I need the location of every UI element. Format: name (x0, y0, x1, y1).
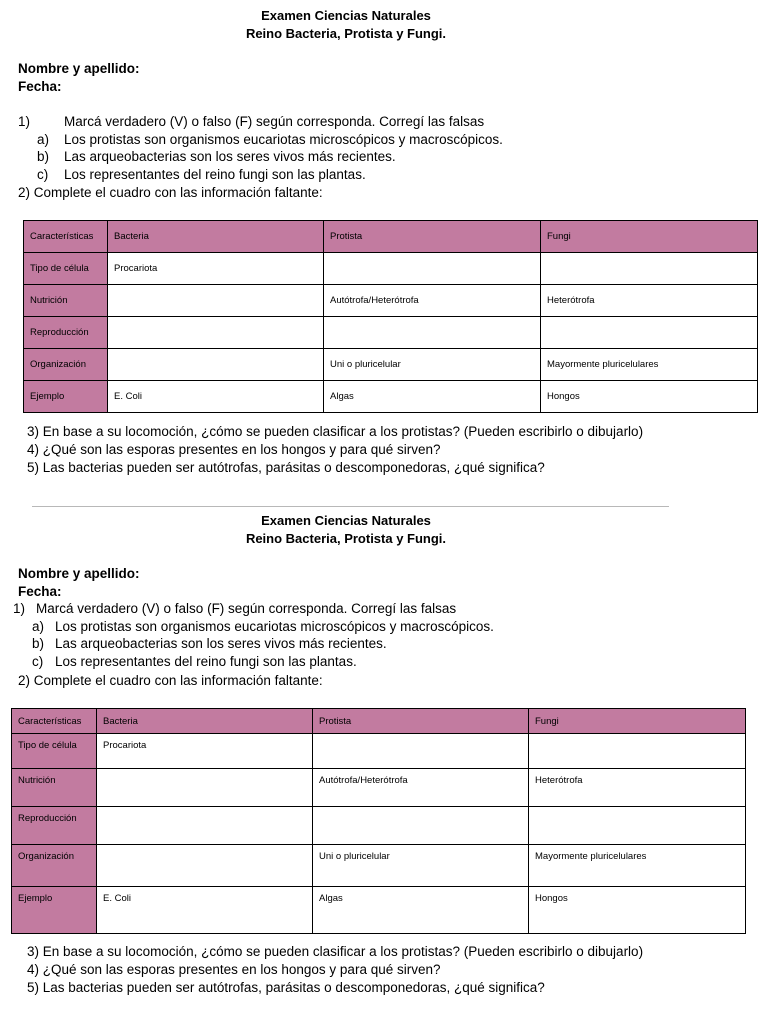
exam1-q1-number: 1) (18, 114, 31, 129)
table-cell (313, 807, 529, 845)
row-label: Tipo de célula (12, 734, 97, 769)
table-cell: Hongos (541, 381, 758, 413)
table-cell (541, 317, 758, 349)
table-cell: Uni o pluricelular (313, 845, 529, 887)
table-row (24, 349, 758, 381)
exam1-subtitle: Reino Bacteria, Protista y Fungi. (245, 26, 447, 41)
table-header-row (24, 221, 758, 253)
exam1-table (23, 220, 758, 413)
row-label: Organización (24, 349, 108, 381)
page-divider (32, 506, 669, 507)
table-row (24, 285, 758, 317)
table-cell: Mayormente pluricelulares (541, 349, 758, 381)
table-cell: Algas (313, 887, 529, 934)
table-cell: E. Coli (108, 381, 324, 413)
table-row (12, 887, 746, 934)
table-cell: Hongos (529, 887, 746, 934)
table-cell (541, 253, 758, 285)
exam2-q1-item-letter: b) (32, 636, 45, 651)
exam2-q2-text: 2) Complete el cuadro con las información faltante: (18, 673, 323, 688)
table-cell: Procariota (108, 253, 324, 285)
table-cell (108, 349, 324, 381)
exam1-title: Examen Ciencias Naturales (261, 8, 431, 23)
row-label: Nutrición (12, 769, 97, 807)
exam2-table (11, 708, 746, 934)
table-cell: Heterótrofa (529, 769, 746, 807)
header-fungi: Fungi (529, 709, 746, 734)
exam2-q4-text: 4) ¿Qué son las esporas presentes en los hongos y para qué sirven? (27, 962, 441, 977)
exam1-q1-item-text: Los representantes del reino fungi son las plantas. (64, 167, 366, 182)
exam1-q4-text: 4) ¿Qué son las esporas presentes en los hongos y para qué sirven? (27, 442, 441, 457)
table-row (12, 845, 746, 887)
table-row (12, 734, 746, 769)
table-cell (97, 807, 313, 845)
exam2-q1-item-letter: a) (32, 619, 45, 634)
header-caracteristicas: Características (12, 709, 97, 734)
exam2-q1-number: 1) (13, 601, 26, 616)
table-cell (108, 317, 324, 349)
exam2-q1-item-text: Los representantes del reino fungi son las plantas. (55, 654, 357, 669)
table-cell (324, 317, 541, 349)
exam2-q1-item-text: Las arqueobacterias son los seres vivos más recientes. (55, 636, 387, 651)
exam1-q1-item-letter: a) (37, 132, 50, 147)
exam1-q1-text: Marcá verdadero (V) o falso (F) según corresponda. Corregí las falsas (64, 114, 485, 129)
table-cell: Algas (324, 381, 541, 413)
header-protista: Protista (324, 221, 541, 253)
header-fungi: Fungi (541, 221, 758, 253)
header-bacteria: Bacteria (108, 221, 324, 253)
table-row (24, 381, 758, 413)
exam1-q3-text: 3) En base a su locomoción, ¿cómo se pueden clasificar a los protistas? (Pueden escribirlo o dibujarlo) (27, 424, 644, 439)
exam2-q5-text: 5) Las bacterias pueden ser autótrofas, parásitas o descomponedoras, ¿qué significa? (27, 980, 545, 995)
exam2-q1-item-letter: c) (32, 654, 44, 669)
table-cell: Autótrofa/Heterótrofa (324, 285, 541, 317)
exam1-q1-item-letter: b) (37, 149, 50, 164)
exam2-q3-text: 3) En base a su locomoción, ¿cómo se pueden clasificar a los protistas? (Pueden escribirlo o dibujarlo) (27, 944, 644, 959)
table-cell: Procariota (97, 734, 313, 769)
exam1-q1-item-text: Las arqueobacterias son los seres vivos más recientes. (64, 149, 396, 164)
row-label: Tipo de célula (24, 253, 108, 285)
table-cell: Autótrofa/Heterótrofa (313, 769, 529, 807)
table-row (12, 807, 746, 845)
header-protista: Protista (313, 709, 529, 734)
exam1-q1-item-text: Los protistas son organismos eucariotas microscópicos y macroscópicos. (64, 132, 503, 147)
table-cell (108, 285, 324, 317)
table-cell (97, 845, 313, 887)
exam2-title: Examen Ciencias Naturales (261, 513, 431, 528)
exam1-q2-text: 2) Complete el cuadro con las información faltante: (18, 185, 323, 200)
table-header-row (12, 709, 746, 734)
exam2-name-label: Nombre y apellido: (18, 566, 140, 581)
row-label: Ejemplo (12, 887, 97, 934)
table-row (12, 769, 746, 807)
table-row (24, 317, 758, 349)
row-label: Organización (12, 845, 97, 887)
exam1-name-label: Nombre y apellido: (18, 61, 140, 76)
table-cell: E. Coli (97, 887, 313, 934)
table-cell (529, 734, 746, 769)
table-cell: Uni o pluricelular (324, 349, 541, 381)
exam2-date-label: Fecha: (18, 584, 62, 599)
header-bacteria: Bacteria (97, 709, 313, 734)
exam2-q1-item-text: Los protistas son organismos eucariotas microscópicos y macroscópicos. (55, 619, 494, 634)
exam1-q1-item-letter: c) (37, 167, 49, 182)
row-label: Ejemplo (24, 381, 108, 413)
table-cell (529, 807, 746, 845)
table-cell: Heterótrofa (541, 285, 758, 317)
row-label: Nutrición (24, 285, 108, 317)
row-label: Reproducción (24, 317, 108, 349)
header-caracteristicas: Características (24, 221, 108, 253)
exam2-subtitle: Reino Bacteria, Protista y Fungi. (245, 531, 447, 546)
exam1-q5-text: 5) Las bacterias pueden ser autótrofas, parásitas o descomponedoras, ¿qué significa? (27, 460, 545, 475)
table-cell (313, 734, 529, 769)
table-cell (324, 253, 541, 285)
exam2-q1-text: Marcá verdadero (V) o falso (F) según corresponda. Corregí las falsas (36, 601, 457, 616)
table-cell (97, 769, 313, 807)
table-row (24, 253, 758, 285)
exam1-date-label: Fecha: (18, 79, 62, 94)
table-cell: Mayormente pluricelulares (529, 845, 746, 887)
row-label: Reproducción (12, 807, 97, 845)
